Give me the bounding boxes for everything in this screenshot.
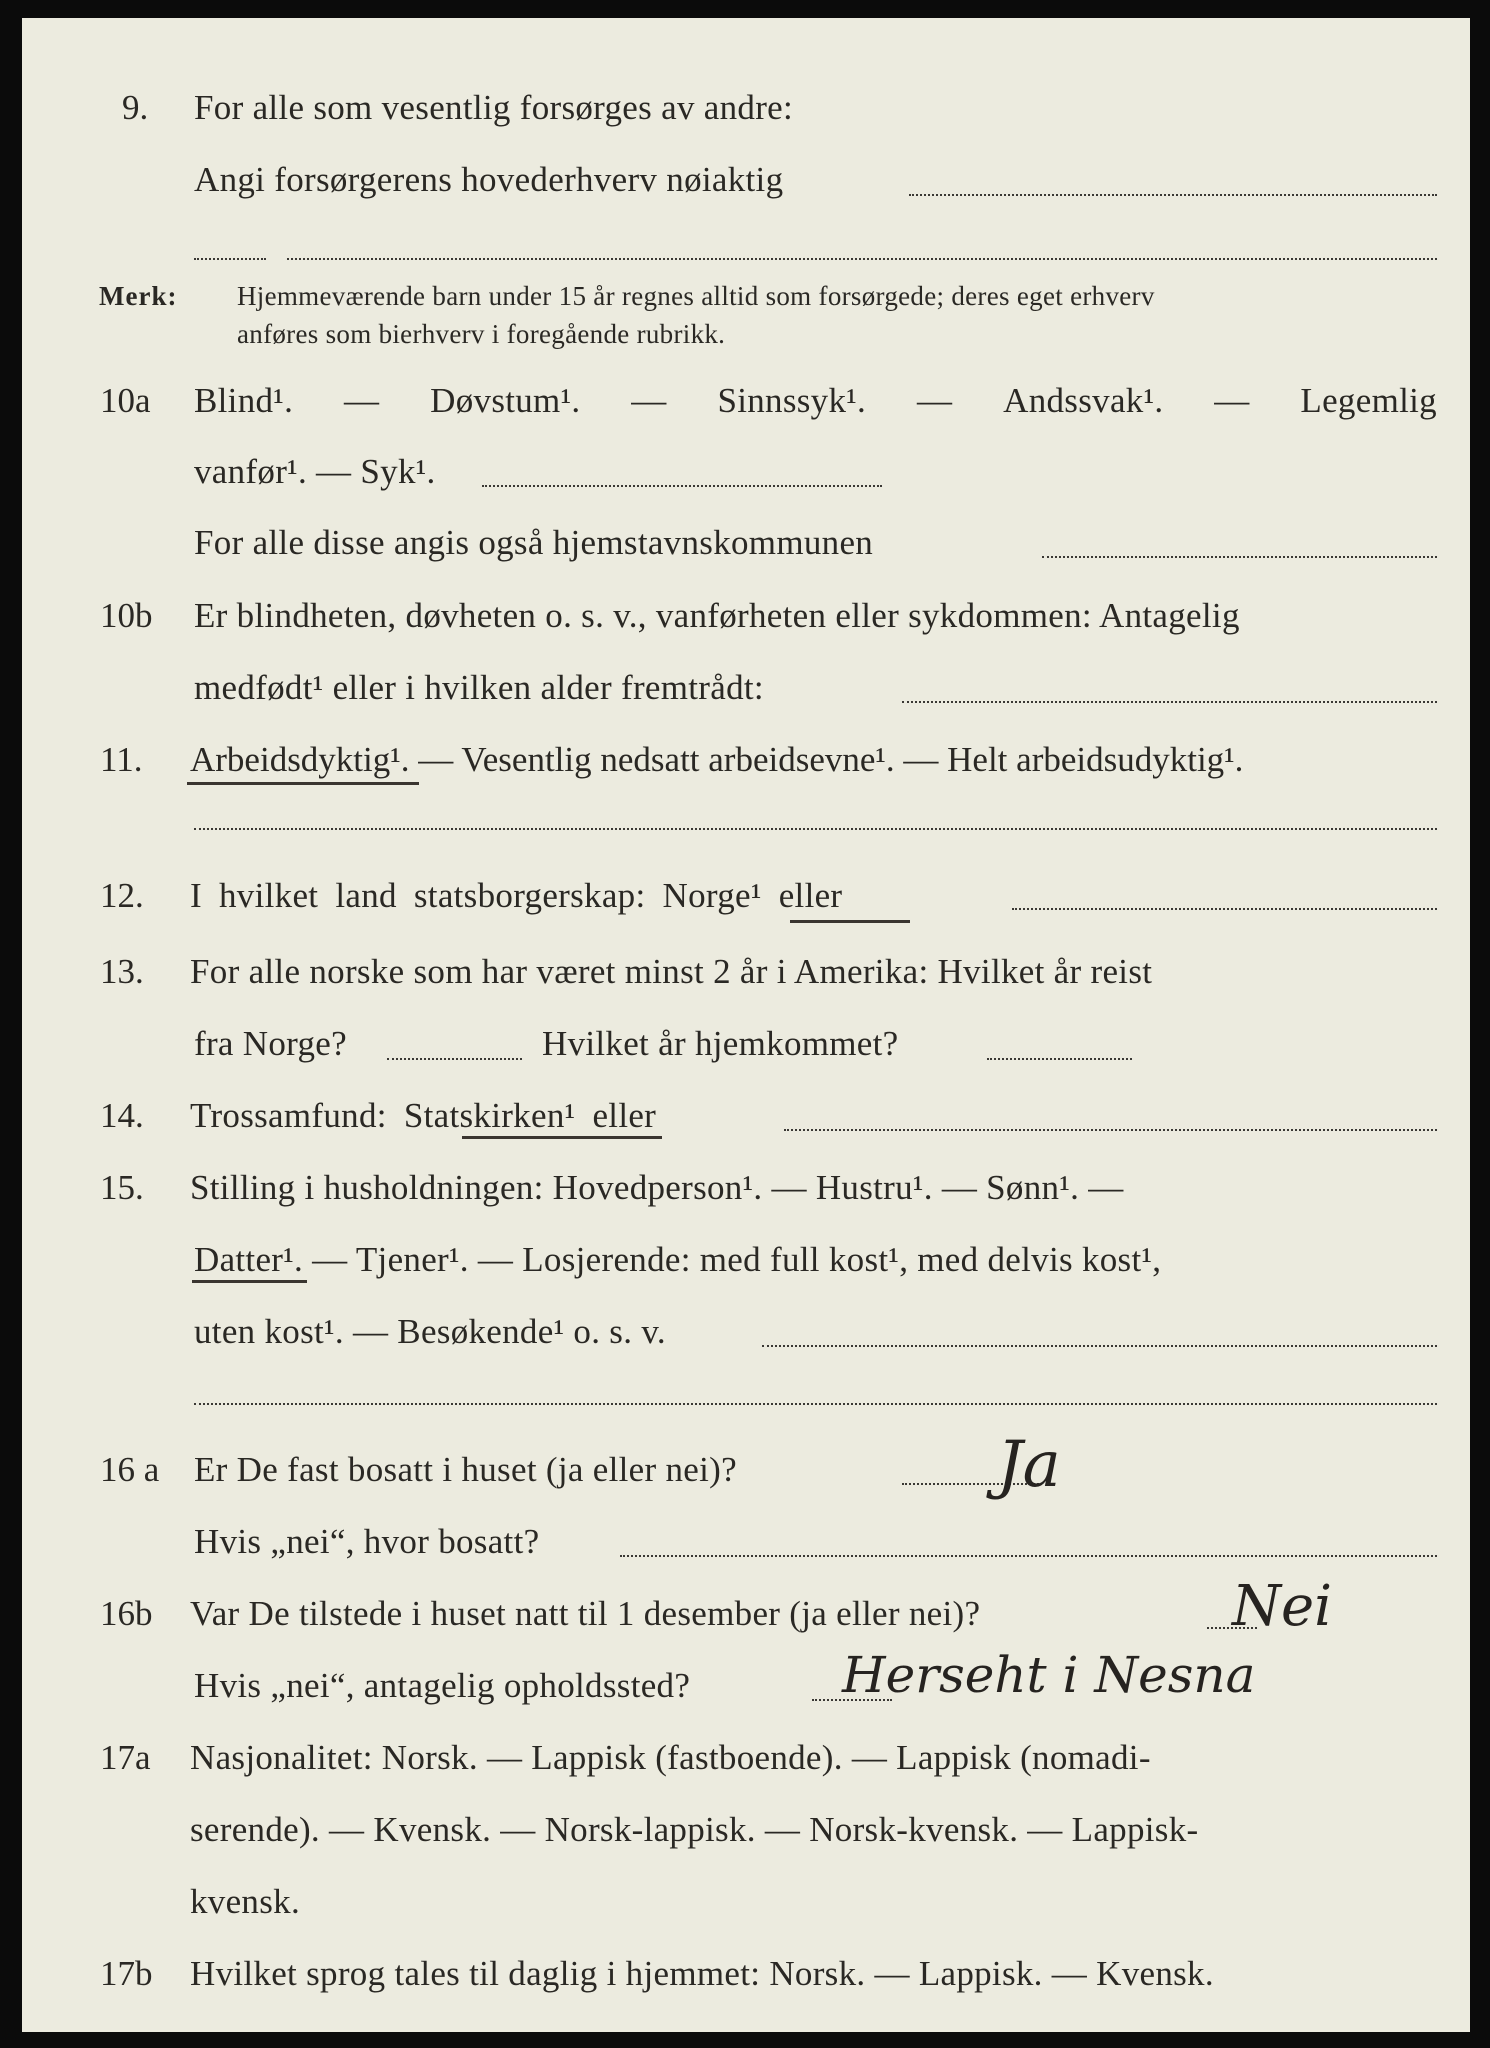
q13-return-year-line[interactable]	[987, 1058, 1132, 1060]
q11-answer-line[interactable]	[194, 828, 1437, 830]
q13-left-year-line[interactable]	[387, 1058, 522, 1060]
q16b-handwritten-place: Herseht i Nesna	[842, 1646, 1256, 1704]
q12-handwritten-underline	[790, 920, 910, 923]
q16a-line1: Er De fast bosatt i huset (ja eller nei)?	[194, 1450, 737, 1489]
q9-extra-line-a	[194, 258, 266, 260]
q13-number: 13.	[100, 952, 144, 991]
merk-line2: anføres som bierhverv i foregående rubrikk.	[237, 319, 726, 349]
q16a-residence-answer-line[interactable]	[620, 1555, 1437, 1557]
q16b-line1: Var De tilstede i huset natt til 1 desember (ja eller nei)?	[190, 1594, 981, 1633]
q11-line1: Arbeidsdyktig¹. — Vesentlig nedsatt arbeidsevne¹. — Helt arbeidsudyktig¹.	[190, 740, 1244, 779]
q15-line1: Stilling i husholdningen: Hovedperson¹. — Hustru¹. — Sønn¹. —	[190, 1168, 1124, 1207]
q12-answer-line[interactable]	[1012, 908, 1437, 910]
q10a-line3: For alle disse angis også hjemstavnskommunen	[194, 523, 874, 562]
merk-line1: Hjemmeværende barn under 15 år regnes alltid som forsørgede; deres eget erhverv	[237, 281, 1155, 311]
q15-answer-line[interactable]	[762, 1345, 1437, 1347]
q11-handwritten-underline	[187, 782, 419, 785]
q16a-handwritten-answer: Ja	[997, 1428, 1061, 1502]
q15-line3: uten kost¹. — Besøkende¹ o. s. v.	[194, 1312, 666, 1351]
q9-line2: Angi forsørgerens hovederhverv nøiaktig	[194, 160, 784, 199]
q16a-line2: Hvis „nei“, hvor bosatt?	[194, 1522, 540, 1561]
q10b-answer-line[interactable]	[902, 701, 1437, 703]
q10a-municipality-answer-line[interactable]	[1042, 556, 1437, 558]
q15-extra-line	[194, 1403, 1437, 1405]
merk-label: Merk:	[99, 281, 178, 311]
blind-option: Blind¹.	[194, 381, 294, 420]
q12-number: 12.	[100, 876, 144, 915]
sinnssyk-option: Sinnssyk¹.	[717, 381, 867, 420]
dash: —	[1214, 381, 1250, 420]
dash: —	[343, 381, 380, 420]
q17b-number: 17b	[100, 1954, 153, 1993]
dash: —	[631, 381, 667, 420]
q11-number: 11.	[100, 740, 143, 779]
dovstum-option: Døvstum¹.	[430, 381, 581, 420]
q10a-sick-answer-line[interactable]	[482, 485, 882, 487]
q10b-line1: Er blindheten, døvheten o. s. v., vanførheten eller sykdommen: Antagelig	[194, 596, 1240, 635]
q9-number: 9.	[122, 88, 149, 127]
andssvak-option: Andssvak¹.	[1003, 381, 1164, 420]
q17a-line3: kvensk.	[190, 1882, 301, 1921]
q16b-handwritten-answer: Nei	[1232, 1574, 1333, 1639]
q9-line1: For alle som vesentlig forsørges av andre:	[194, 88, 794, 127]
q14-number: 14.	[100, 1096, 144, 1135]
q15-line2: Datter¹. — Tjener¹. — Losjerende: med full kost¹, med delvis kost¹,	[194, 1240, 1162, 1279]
q17a-number: 17a	[100, 1738, 151, 1777]
dash: —	[916, 381, 953, 420]
q17b-line1: Hvilket sprog tales til daglig i hjemmet: Norsk. — Lappisk. — Kvensk.	[190, 1954, 1214, 1993]
q15-number: 15.	[100, 1168, 144, 1207]
q10b-number: 10b	[100, 596, 153, 635]
census-form-page	[22, 18, 1470, 2032]
q10a-number: 10a	[100, 381, 151, 420]
q16b-number: 16b	[100, 1594, 153, 1633]
q14-line1: Trossamfund: Statskirken¹ eller	[190, 1096, 657, 1135]
q13-line2b: Hvilket år hjemkommet?	[542, 1024, 899, 1063]
q17a-line2: serende). — Kvensk. — Norsk-lappisk. — Norsk-kvensk. — Lappisk-	[190, 1810, 1199, 1849]
q13-line2a: fra Norge?	[194, 1024, 347, 1063]
legemlig-option: Legemlig	[1300, 381, 1437, 420]
q16b-line2: Hvis „nei“, antagelig opholdssted?	[194, 1666, 691, 1705]
q9-extra-line-b	[287, 258, 1437, 260]
q15-handwritten-underline	[192, 1280, 307, 1283]
q16a-number: 16 a	[100, 1450, 160, 1489]
q10b-line2: medfødt¹ eller i hvilken alder fremtrådt:	[194, 668, 764, 707]
q12-line1: I hvilket land statsborgerskap: Norge¹ eller	[190, 876, 843, 915]
q13-line1: For alle norske som har været minst 2 år i Amerika: Hvilket år reist	[190, 952, 1153, 991]
q14-answer-line[interactable]	[784, 1129, 1437, 1131]
q17a-line1: Nasjonalitet: Norsk. — Lappisk (fastboende). — Lappisk (nomadi-	[190, 1738, 1151, 1777]
q10a-line2: vanfør¹. — Syk¹.	[194, 452, 436, 491]
q9-answer-line[interactable]	[909, 194, 1437, 196]
q10a-line1	[194, 381, 1437, 421]
q14-handwritten-underline	[462, 1136, 662, 1139]
